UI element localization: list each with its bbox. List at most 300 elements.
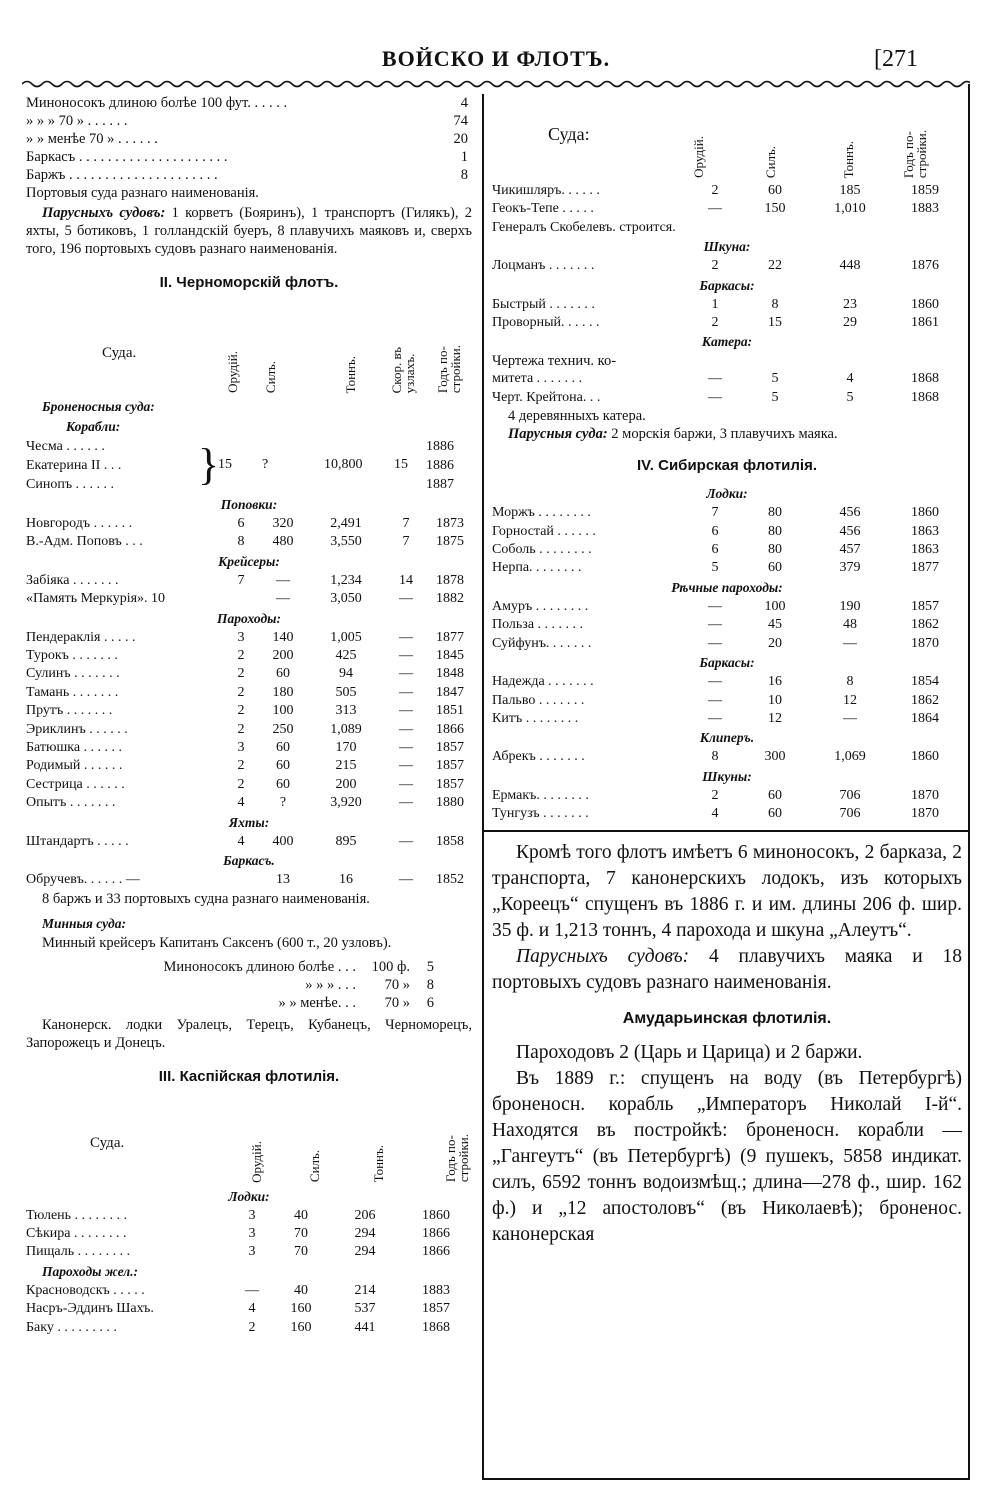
cell-n: Генералъ Скобелевъ. строится. (492, 219, 676, 235)
cell-t: 1,234 (330, 572, 362, 588)
summary-line-count: 8 (460, 167, 468, 183)
table-row (26, 1282, 472, 1300)
cell-g: 1 (711, 296, 719, 312)
running-header (22, 40, 970, 80)
cell-n: Эриклинъ . . . . . . (26, 721, 128, 737)
table-row (492, 805, 962, 823)
table-row (26, 647, 472, 665)
cell-n: Суйфунъ. . . . . . . (492, 635, 592, 651)
cell-k: — (399, 591, 413, 607)
ship-year: 1886 (426, 439, 454, 454)
cell-k: — (399, 795, 413, 811)
cell-t: 1,069 (834, 749, 866, 765)
table-row (26, 1225, 472, 1243)
cell-t: 12 (843, 692, 857, 708)
summary-line-count: 1 (460, 149, 468, 165)
col-header-year: Годъ по- стройки. (443, 1134, 471, 1183)
cell-y: 1858 (436, 833, 464, 849)
cell-n: Опытъ . . . . . . . (26, 795, 116, 811)
cell-n: Китъ . . . . . . . . (492, 710, 579, 726)
cell-s: — (276, 591, 290, 607)
cell-y: 1870 (911, 806, 939, 822)
boats-label: Лодки: (228, 1188, 270, 1204)
amu-darya-paragraph: Пароходовъ 2 (Царь и Царица) и 2 баржи. (516, 1041, 863, 1063)
cell-n: Турокъ . . . . . . . (26, 648, 118, 664)
cell-y: 1877 (911, 560, 939, 576)
table-row (492, 710, 962, 728)
cell-y: 1847 (436, 684, 464, 700)
cell-n: Красноводскъ . . . . . (26, 1282, 145, 1298)
cell-g: 3 (248, 1225, 256, 1241)
cell-y: 1857 (911, 598, 939, 614)
cell-t: 170 (335, 740, 357, 756)
torpedo-boat-count: 5 (426, 958, 434, 975)
cell-y: 1870 (911, 635, 939, 651)
cell-g: — (708, 371, 722, 387)
cutters-table (492, 370, 962, 407)
cell-s: 70 (294, 1244, 308, 1260)
cell-y: 1861 (911, 315, 939, 331)
table-row (492, 182, 962, 200)
ship-name: Екатерина II . . . (26, 458, 122, 473)
ship-name: Синопъ . . . . . . (26, 477, 115, 492)
clipper-label: Клиперъ. (699, 730, 755, 746)
cell-y: 1883 (422, 1282, 450, 1298)
cell-g: 6 (711, 542, 719, 558)
cell-g: — (708, 692, 722, 708)
cell-s: 100 (764, 598, 786, 614)
cell-n: Моржъ . . . . . . . . (492, 505, 591, 521)
left-column (26, 94, 472, 1337)
table-row (26, 1207, 472, 1225)
page-number: [271 (874, 46, 918, 72)
cell-n: Насръ-Эддинъ Шахъ. (26, 1301, 154, 1317)
iron-steamers-label: Пароходы жел.: (42, 1263, 139, 1279)
cell-s: 40 (294, 1207, 308, 1223)
cell-y (888, 219, 962, 237)
cell-t: 895 (335, 833, 357, 849)
cell-k: — (399, 758, 413, 774)
page (22, 40, 970, 1480)
cell-k: — (399, 833, 413, 849)
cell-s: 150 (764, 201, 786, 217)
summary-line-count: 74 (453, 113, 468, 129)
ship-year: 1887 (426, 477, 454, 492)
cell-g: 7 (711, 505, 719, 521)
table-row (26, 684, 472, 702)
cell-n: «Память Меркурія». 10 (26, 591, 166, 607)
cell-t: 48 (843, 617, 857, 633)
torpedo-boat-line (26, 994, 472, 1012)
cell-s: 60 (768, 183, 782, 198)
cell-n: Забiяка . . . . . . . (26, 572, 119, 588)
cell-g: — (245, 1282, 259, 1298)
cell-s: 5 (771, 389, 779, 405)
cell-y: 1860 (911, 505, 939, 521)
cell-t: 3,050 (330, 591, 362, 607)
cell-g: 2 (711, 258, 719, 274)
cell-y: 1862 (911, 617, 939, 633)
cell-t: 1,005 (330, 629, 362, 645)
table-row (492, 314, 962, 332)
col-header-year: Годъ по- стройки. (901, 129, 929, 178)
summary-line (26, 184, 472, 202)
torpedo-boat-desc: Миноносокъ длиною болѣе . . . (163, 958, 356, 975)
cell-g: 7 (237, 572, 245, 588)
table-row (492, 616, 962, 634)
cell-y: 1883 (911, 201, 939, 217)
cell-g: — (708, 598, 722, 614)
table-row (26, 515, 472, 533)
cell-t: 456 (839, 523, 861, 539)
cell-k: — (399, 872, 413, 888)
cell-y: 1863 (911, 523, 939, 539)
popovki-table (26, 515, 472, 552)
table-row (26, 572, 472, 590)
cell-g: 3 (237, 740, 245, 756)
cell-t: 294 (354, 1244, 376, 1260)
ship-year: 1886 (426, 458, 454, 473)
cell-n: Польза . . . . . . . (492, 617, 584, 633)
river-steamers-table (492, 598, 962, 653)
table-row (26, 794, 472, 812)
cell-s: 60 (276, 776, 290, 792)
cell-k: — (399, 629, 413, 645)
cell-t: 29 (843, 315, 857, 331)
cell-g: 5 (711, 560, 719, 576)
cell-g: 6 (237, 516, 245, 531)
cell-y: 1868 (911, 371, 939, 387)
cell-y: 1866 (436, 721, 464, 737)
table-row (492, 523, 962, 541)
iron-steamers-table (26, 1282, 472, 1337)
table-row (26, 1243, 472, 1261)
col-header-guns: Орудій. (225, 351, 240, 393)
siberian-flotilla-title: IV. Сибирская флотилія. (637, 457, 817, 475)
table-row (26, 739, 472, 757)
cell-t: 1,010 (834, 201, 866, 217)
schooners-table (492, 787, 962, 824)
launches-table (492, 296, 962, 333)
cell-n: Горностай . . . . . . (492, 523, 596, 539)
sail-extra-label: Парусныхъ судовъ: (516, 945, 690, 967)
cell-n: Нерпа. . . . . . . . (492, 560, 582, 576)
cell-n: Пальво . . . . . . . (492, 692, 585, 708)
cell-s: 13 (276, 872, 290, 888)
sail-vessels-paragraph (26, 204, 472, 258)
col-header-guns: Орудій. (691, 136, 706, 178)
cell-g: 2 (237, 703, 245, 719)
sib-boats-table (492, 504, 962, 578)
col-header-tons: Тоннъ. (371, 1145, 386, 1183)
cell-t: 214 (354, 1282, 376, 1298)
cell-t: 3,920 (330, 795, 362, 811)
cell-t: 4 (846, 371, 854, 387)
cell-n: Прутъ . . . . . . . (26, 703, 113, 719)
table-row (492, 598, 962, 616)
table-row (492, 692, 962, 710)
cell-s: 60 (276, 666, 290, 682)
cell-y: 1864 (911, 710, 939, 726)
col-header-ships: Суда. (90, 1134, 125, 1151)
table-row (492, 673, 962, 691)
sib-launches-label: Баркасы: (699, 655, 755, 671)
cell-t: 1,089 (330, 721, 362, 737)
table-row (26, 665, 472, 683)
cell-g: — (708, 674, 722, 690)
col-header-ships: Суда. (102, 345, 137, 361)
table-row (492, 541, 962, 559)
bottom-border (482, 1478, 970, 1480)
cell-y: 1859 (911, 183, 939, 198)
cruisers-table (26, 572, 472, 609)
schooner-table (492, 257, 962, 275)
sail-ships-label: Парусныя суда: (508, 426, 608, 443)
cell-n: Черт. Крейтона. . . (492, 389, 601, 405)
cell-y: 1866 (422, 1244, 450, 1260)
mine-cruiser-line: Минный крейсеръ Капитанъ Саксенъ (600 т., 20 узловъ). (42, 934, 392, 951)
cell-t: 94 (339, 666, 353, 682)
cell-t: 457 (839, 542, 861, 558)
cell-n: Пищаль . . . . . . . . (26, 1244, 131, 1260)
cell-y: 1866 (422, 1225, 450, 1241)
torpedo-boat-desc: » » » . . . (305, 976, 356, 993)
fleet-extra-paragraph: Кромѣ того флотъ имѣетъ 6 миноносокъ, 2 барказа, 2 транспорта, 7 канонерскихъ лодокъ, изъ которыхъ „Кореецъ“ спущенъ въ 1886 г. и им. длины 206 ф. шир. 35 ф. и 1,213 тоннъ, 4 парохода и шкуна „Алеутъ“. (492, 841, 962, 941)
cell-n: Амуръ . . . . . . . . (492, 598, 589, 614)
table-row (492, 200, 962, 218)
cell-t: 706 (839, 806, 861, 822)
table-row (26, 757, 472, 775)
col-header-tons: Тоннъ. (841, 140, 856, 178)
cell-s: — (276, 572, 290, 588)
cell-n: Тунгузъ . . . . . . . (492, 806, 589, 822)
table-row (492, 635, 962, 653)
cell-t: 2,491 (330, 516, 362, 531)
torpedo-boat-length: 70 » (384, 976, 410, 993)
cell-g: 2 (248, 1319, 256, 1335)
caspian-table-header (26, 1095, 472, 1187)
cell-g (692, 219, 738, 237)
table-row (26, 721, 472, 739)
brace-icon: } (198, 440, 220, 489)
table-row (492, 787, 962, 805)
ship-name: Чесма . . . . . . (26, 439, 105, 454)
cell-s: 60 (276, 740, 290, 756)
schooner-label: Шкуна: (703, 239, 751, 255)
cell-y: 1845 (436, 648, 464, 664)
cell-t: 3,550 (330, 534, 362, 550)
col-header-power: Силъ. (307, 1150, 322, 1183)
cell-n: Сулинъ . . . . . . . (26, 666, 120, 682)
table-row (26, 590, 472, 608)
torpedo-boat-count: 6 (426, 994, 434, 1011)
cell-y: 1852 (436, 872, 464, 888)
launch-table (26, 871, 472, 889)
cell-t: 215 (335, 758, 357, 774)
cell-s: 20 (768, 635, 782, 651)
cell-g (224, 871, 258, 889)
cell-n: Штандартъ . . . . . (26, 833, 129, 849)
launch-label: Баркасъ. (223, 853, 275, 869)
cutters-line-1: Чертежа технич. ко- (492, 353, 617, 370)
wavy-rule (22, 78, 970, 90)
col-header-ships: Суда: (548, 124, 590, 144)
sail-ships-text: 2 морскія баржи, 3 плавучихъ маяка. (607, 426, 838, 443)
cell-t: 185 (839, 183, 861, 198)
table-row (492, 389, 962, 407)
cell-t: 505 (335, 684, 357, 700)
cell-g: 8 (711, 749, 719, 765)
cell-g: 2 (237, 648, 245, 664)
cell-n: Пендераклія . . . . . (26, 629, 136, 645)
cell-n: Геокъ-Тепе . . . . . (492, 201, 594, 217)
cell-n: В.-Адм. Поповъ . . . (26, 534, 143, 550)
caspian-cont-table (492, 182, 962, 237)
cell-k: 14 (399, 572, 413, 588)
table-row (26, 533, 472, 551)
cell-g: 2 (237, 666, 245, 682)
cell-s: 10 (768, 692, 782, 708)
cell-n: митета . . . . . . . (492, 371, 583, 387)
right-border (968, 84, 970, 1479)
cell-g: — (708, 389, 722, 405)
cell-g: 2 (237, 776, 245, 792)
cell-t: 294 (354, 1225, 376, 1241)
torpedo-boat-lines (26, 958, 472, 1012)
caspian-cont-table-header (492, 94, 962, 182)
cell-s: 80 (768, 542, 782, 558)
table-row (492, 219, 962, 237)
cell-t: 456 (839, 505, 861, 521)
cell-s: 300 (764, 749, 786, 765)
cell-y: 1860 (911, 296, 939, 312)
table-row (26, 1300, 472, 1318)
cell-y: 1857 (422, 1301, 450, 1317)
construction-paragraph: Въ 1889 г.: спущенъ на воду (въ Петербургѣ) броненосн. корабль „Императоръ Николай I-й“. Находятся въ постройкѣ: броненосн. корабли — „Гангеутъ“ (въ Петербургѣ) (9 пушекъ, 5858 индикат. силъ, 6592 тоннъ водоизмѣщ.; длина—278 ф., шир. 162 ф.) и „12 апостоловъ“ (въ Николаевѣ); броненос. канонерская (492, 1067, 962, 1245)
cell-s: 320 (272, 516, 294, 531)
summary-line-text: » » » 70 » . . . . . . (26, 113, 128, 129)
gunboats-paragraph: Канонерск. лодки Уралецъ, Терецъ, Кубанецъ, Черноморецъ, Запорожецъ и Донецъ. (26, 1016, 472, 1051)
table-row (26, 1319, 472, 1337)
sail-extra-text: 4 плавучихъ маяка и 18 портовыхъ судовъ разнаго наименованія. (492, 945, 962, 993)
summary-line-text: Портовыя суда разнаго наименованія. (26, 185, 259, 201)
summary-line (26, 166, 472, 184)
cell-n: Родимый . . . . . . (26, 758, 123, 774)
cell-t: 23 (843, 296, 857, 312)
cell-g: 8 (237, 534, 245, 550)
cell-y: 1875 (436, 534, 464, 550)
section-rule (484, 830, 970, 832)
table-row (26, 833, 472, 851)
cell-y: 1848 (436, 666, 464, 682)
group-tons: 10,800 (324, 457, 363, 472)
cell-n: Новгородъ . . . . . . (26, 516, 133, 531)
cell-s: 160 (290, 1301, 312, 1317)
column-divider (482, 94, 484, 1480)
wooden-cutters-note: 4 деревянныхъ катера. (508, 408, 646, 425)
cell-g: 2 (711, 787, 719, 803)
table-row (492, 748, 962, 766)
cell-t: 313 (335, 703, 357, 719)
torpedo-boat-line (26, 976, 472, 994)
baltic-summary-lines (26, 94, 472, 202)
table-row (492, 504, 962, 522)
cell-y: 1882 (436, 591, 464, 607)
table-row (26, 702, 472, 720)
summary-line-count: 4 (460, 95, 468, 111)
cell-s: 15 (768, 315, 782, 331)
torpedo-boat-length: 100 ф. (371, 958, 410, 975)
cell-n: Соболь . . . . . . . . (492, 542, 592, 558)
cell-g (224, 590, 258, 608)
summary-line (26, 112, 472, 130)
cell-s: 250 (272, 721, 294, 737)
cell-g: 2 (237, 721, 245, 737)
cell-s: 12 (768, 710, 782, 726)
sib-boats-label: Лодки: (706, 486, 748, 502)
group-guns: 15 (218, 457, 232, 472)
cell-n: Сестрица . . . . . . (26, 776, 125, 792)
sib-launches-table (492, 673, 962, 728)
cell-n: Обручевъ. . . . . . — (26, 872, 140, 888)
cell-y: 1880 (436, 795, 464, 811)
summary-line (26, 148, 472, 166)
summary-line-text: Баржъ . . . . . . . . . . . . . . . . . . . . . (26, 167, 218, 183)
cell-g: 4 (237, 795, 245, 811)
cell-t: 8 (846, 674, 854, 690)
torpedo-boat-desc: » » менѣе. . . (278, 994, 356, 1011)
cell-n: Тюлень . . . . . . . . (26, 1207, 128, 1223)
cell-n: Надежда . . . . . . . (492, 674, 594, 690)
cell-t: 16 (339, 872, 353, 888)
cell-g: 3 (248, 1244, 256, 1260)
cell-s: 70 (294, 1225, 308, 1241)
cell-y: 1868 (911, 389, 939, 405)
mine-vessels-label: Минныя суда: (42, 915, 126, 931)
amu-darya-flotilla-title: Амударьинская флотилія. (622, 1009, 832, 1027)
cell-k: 7 (402, 534, 410, 550)
cell-y: 1876 (911, 258, 939, 274)
cell-t: 537 (354, 1301, 376, 1317)
cell-y: 1857 (436, 776, 464, 792)
col-header-year: Годъ по- стройки. (435, 344, 463, 393)
table-row (26, 437, 472, 456)
table-row (492, 559, 962, 577)
cell-g: 4 (248, 1301, 256, 1317)
cell-s: 200 (272, 648, 294, 664)
cell-s: 22 (768, 258, 782, 274)
cell-g: 3 (237, 629, 245, 645)
cell-n: Сѣкира . . . . . . . . (26, 1225, 127, 1241)
summary-line-text: Баркасъ . . . . . . . . . . . . . . . . . . . . . (26, 149, 228, 165)
cell-s: 180 (272, 684, 294, 700)
schooners-label: Шкуны: (702, 768, 752, 784)
battleship-group (26, 437, 472, 495)
summary-line-count: 20 (453, 131, 468, 147)
cell-s: 40 (294, 1282, 308, 1298)
col-header-guns: Орудій. (249, 1140, 264, 1183)
cell-s: 60 (768, 560, 782, 576)
col-header-tons: Тоннъ. (343, 355, 358, 393)
cell-g: 6 (711, 523, 719, 539)
sail-extra-paragraph (492, 944, 962, 996)
sail-ships-paragraph (492, 425, 962, 443)
cell-t: — (843, 710, 857, 726)
cell-y: 1873 (436, 516, 464, 531)
cell-t: 706 (839, 787, 861, 803)
cell-s: 60 (768, 806, 782, 822)
table-row (26, 776, 472, 794)
